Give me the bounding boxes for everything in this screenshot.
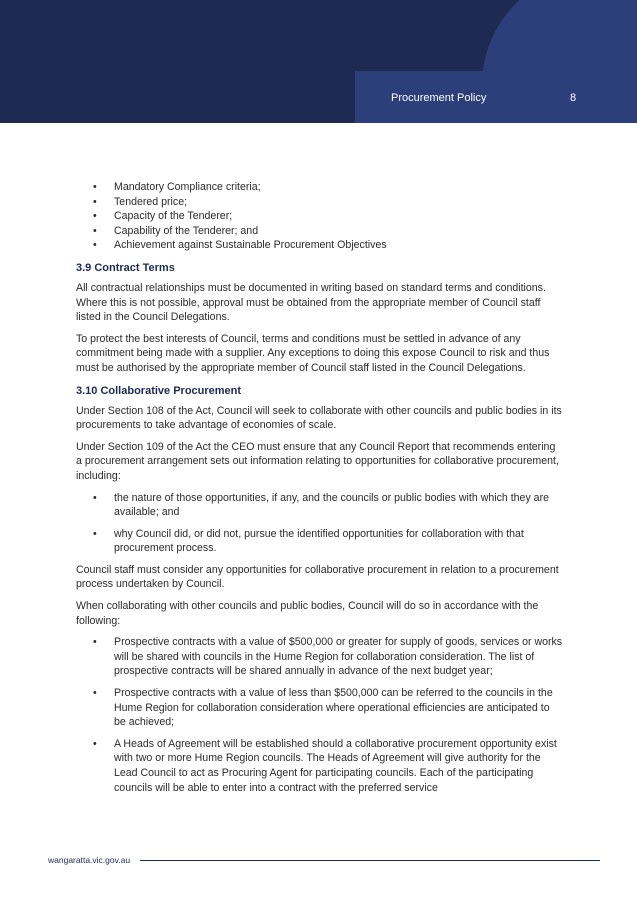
footer-divider (140, 860, 600, 861)
list-item: • Prospective contracts with a value of $500,000 or greater for supply of goods, services or works will be shared with councils in the Hume Region for collaboration consideration. The list of prospective contracts will be shared annually in advance of the next budget year; (76, 635, 564, 679)
page-header (0, 0, 637, 123)
list-item: • Mandatory Compliance criteria; (76, 180, 564, 195)
list-item: • why Council did, or did not, pursue the identified opportunities for collaboration with that procurement process. (76, 527, 564, 556)
paragraph: Council staff must consider any opportunities for collaborative procurement in relation to a procurement process undertaken by Council. (76, 563, 559, 591)
paragraph: Under Section 108 of the Act, Council will seek to collaborate with other councils and public bodies in its procurements to take advantage of economies of scale. (76, 404, 562, 432)
list-item: • the nature of those opportunities, if any, and the councils or public bodies with which they are available; and (76, 491, 564, 520)
paragraph: To protect the best interests of Council, terms and conditions must be settled in advance of any commitment being made with a supplier. Any exceptions to doing this expose Council to risk and thus must be authorised by the appropriate member of Council staff listed in the Council Delegations. (76, 332, 550, 374)
page-content (76, 180, 564, 802)
list-item: • A Heads of Agreement will be established should a collaborative procurement opportunity exist with two or more Hume Region councils. The Heads of Agreement will give authority for the Lead Council to act as Procuring Agent for participating councils. Each of the participating councils will be able to enter into a contract with the preferred service (76, 737, 564, 795)
intro-bullet-list (76, 180, 564, 253)
paragraph: When collaborating with other councils and public bodies, Council will do so in accordance with the following: (76, 600, 539, 627)
list-item: • Prospective contracts with a value of less than $500,000 can be referred to the councils in the Hume Region for collaboration consideration where operational efficiencies are anticipated to be achieved; (76, 686, 564, 730)
list-item: • Capacity of the Tenderer; (76, 209, 564, 224)
list-item: • Achievement against Sustainable Procurement Objectives (76, 238, 564, 253)
list-item: • Capability of the Tenderer; and (76, 224, 564, 239)
section-heading-collaborative-procurement: 3.10 Collaborative Procurement (76, 384, 242, 397)
footer-website: wangaratta.vic.gov.au (48, 855, 131, 865)
document-title: Procurement Policy (391, 92, 487, 104)
opportunities-bullet-list (76, 491, 564, 556)
page-number: 8 (570, 92, 577, 104)
paragraph: All contractual relationships must be documented in writing based on standard terms and conditions. Where this is not possible, approval must be obtained from the appropriate member of Council staff listed in the Council Delegations. (76, 281, 546, 324)
paragraph: Under Section 109 of the Act the CEO must ensure that any Council Report that recommends entering a procurement arrangement sets out information relating to opportunities for collaborative procurement, including: (76, 440, 559, 482)
section-heading-contract-terms: 3.9 Contract Terms (76, 261, 175, 274)
list-item: • Tendered price; (76, 195, 564, 210)
collaboration-rules-bullet-list (76, 635, 564, 795)
